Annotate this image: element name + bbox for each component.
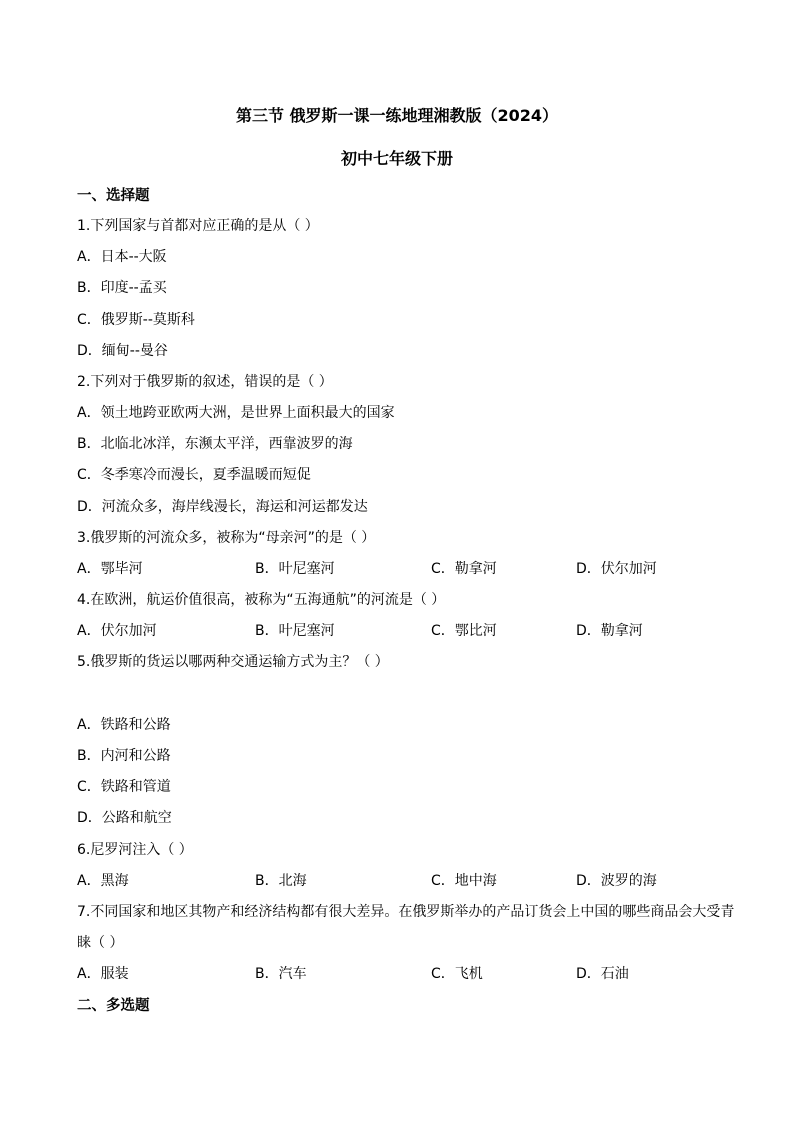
question-5-option-b: B．内河和公路 <box>77 748 171 764</box>
section-heading-multiple-choice: 二、多选题 <box>77 998 150 1014</box>
question-7-options <box>77 964 737 984</box>
question-1-stem: 1.下列国家与首都对应正确的是从（ ） <box>77 218 319 234</box>
document-title: 第三节 俄罗斯一课一练地理湘教版（2024） <box>235 106 559 125</box>
question-6-options <box>77 871 737 891</box>
question-4-options <box>77 621 737 641</box>
question-3-option-a: A．鄂毕河 <box>77 561 143 577</box>
question-2-stem: 2.下列对于俄罗斯的叙述，错误的是（ ） <box>77 374 333 390</box>
question-7-option-b: B．汽车 <box>255 966 307 982</box>
question-1-option-a: A．日本--大阪 <box>77 249 167 265</box>
question-6-option-a: A．黑海 <box>77 873 129 889</box>
question-4-option-b: B．叶尼塞河 <box>255 623 335 639</box>
question-3-option-d: D．伏尔加河 <box>576 561 657 577</box>
question-3-option-c: C．勒拿河 <box>431 561 497 577</box>
question-6-option-c: C．地中海 <box>431 873 497 889</box>
question-6-stem: 6.尼罗河注入（ ） <box>77 842 193 858</box>
question-6-option-d: D．波罗的海 <box>576 873 657 889</box>
question-4-option-d: D．勒拿河 <box>576 623 643 639</box>
question-1-option-b: B．印度--孟买 <box>77 280 167 296</box>
question-7-option-d: D．石油 <box>576 966 629 982</box>
question-5-option-d: D．公路和航空 <box>77 810 172 826</box>
question-5-option-c: C．铁路和管道 <box>77 779 171 795</box>
question-5-stem: 5.俄罗斯的货运以哪两种交通运输方式为主？（ ） <box>77 654 389 670</box>
question-1-option-d: D．缅甸--曼谷 <box>77 343 168 359</box>
question-2-option-c: C．冬季寒冷而漫长，夏季温暖而短促 <box>77 467 311 483</box>
question-4-option-c: C．鄂比河 <box>431 623 497 639</box>
question-2-option-b: B．北临北冰洋，东濒太平洋，西靠波罗的海 <box>77 436 353 452</box>
question-4-stem: 4.在欧洲，航运价值很高，被称为“五海通航”的河流是（ ） <box>77 592 446 608</box>
question-5-option-a: A．铁路和公路 <box>77 717 171 733</box>
question-7-option-a: A．服装 <box>77 966 129 982</box>
question-7-option-c: C．飞机 <box>431 966 483 982</box>
question-7-stem: 7.不同国家和地区其物产和经济结构都有很大差异。在俄罗斯举办的产品订货会上中国的哪些商品会大受青睐（ ） <box>77 904 735 951</box>
question-3-option-b: B．叶尼塞河 <box>255 561 335 577</box>
question-1-option-c: C．俄罗斯--莫斯科 <box>77 312 195 328</box>
question-6-option-b: B．北海 <box>255 873 307 889</box>
question-2-option-d: D．河流众多，海岸线漫长，海运和河运都发达 <box>77 499 368 515</box>
question-4-option-a: A．伏尔加河 <box>77 623 157 639</box>
section-heading-choice: 一、选择题 <box>77 188 150 204</box>
question-2-option-a: A．领土地跨亚欧两大洲，是世界上面积最大的国家 <box>77 405 395 421</box>
question-3-options <box>77 559 737 579</box>
document-subtitle: 初中七年级下册 <box>340 149 453 168</box>
question-3-stem: 3.俄罗斯的河流众多，被称为“母亲河”的是（ ） <box>77 530 376 546</box>
